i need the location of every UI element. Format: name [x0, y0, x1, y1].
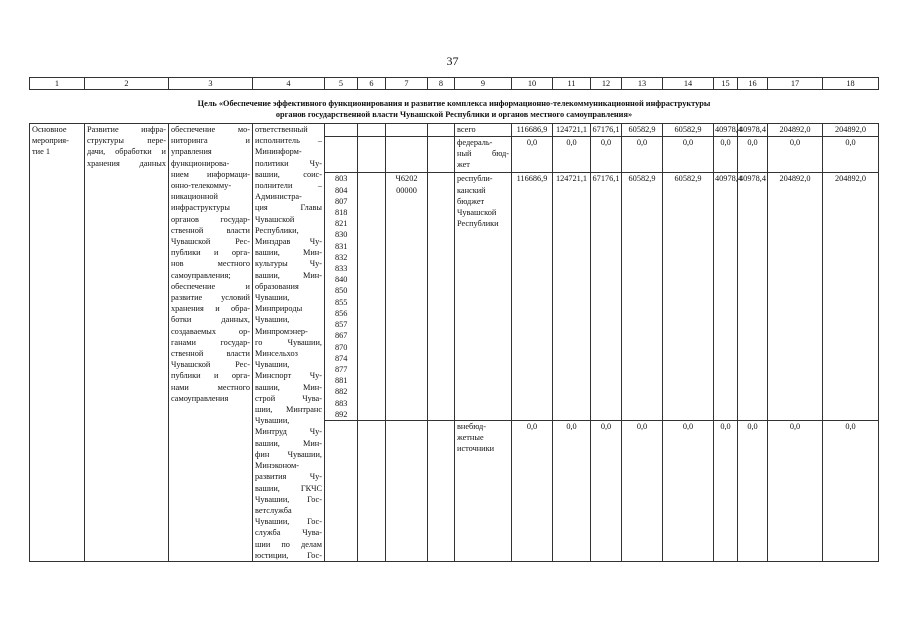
value-cell: 40978,4	[714, 124, 738, 137]
text-line: развитие условий	[171, 293, 250, 303]
budget-code: 807	[335, 196, 348, 206]
text-line: органов государ-	[171, 214, 250, 224]
text-line: функционирова-	[171, 158, 230, 168]
budget-code: 883	[335, 398, 348, 408]
col-header: 3	[169, 78, 253, 90]
activity-type-cell	[30, 124, 85, 562]
text-line: го Чувашии,	[255, 337, 322, 347]
text-line: шии, Минтранс	[255, 405, 322, 415]
col-header: 16	[738, 78, 768, 90]
budget-code: 870	[335, 342, 348, 352]
funding-source	[455, 173, 512, 420]
value-cell: 124721,1	[553, 173, 591, 420]
funding-source-line: ный бюд-	[457, 149, 509, 159]
text-line: Чувашии,	[255, 315, 290, 325]
text-line: ниторинга и	[171, 136, 250, 146]
value-cell: 0,0	[591, 420, 622, 561]
text-line: Мининформ-	[255, 147, 302, 157]
value-cell: 0,0	[622, 420, 663, 561]
text-line: никационной	[171, 192, 218, 202]
col-header: 6	[358, 78, 386, 90]
text-line: ветслужба	[255, 505, 292, 515]
value-cell: 0,0	[738, 136, 768, 173]
value-cell: 0,0	[823, 420, 879, 561]
budget-code: 877	[335, 364, 348, 374]
value-cell: 0,0	[512, 136, 553, 173]
activity-description	[171, 124, 250, 404]
value-cell: 67176,1	[591, 124, 622, 137]
text-line: ция Главы	[255, 203, 322, 213]
budget-code: 818	[335, 208, 348, 218]
value-cell: 116686,9	[512, 124, 553, 137]
text-line: самоуправления;	[171, 270, 231, 280]
text-line: фин Чувашии,	[255, 449, 322, 459]
col-header: 11	[553, 78, 591, 90]
col-header: 7	[386, 78, 428, 90]
budget-code: 857	[335, 320, 348, 330]
value-cell: 0,0	[714, 136, 738, 173]
funding-source	[455, 420, 512, 561]
budget-code: 804	[335, 185, 348, 195]
text-line: Чувашии,	[255, 416, 290, 426]
funding-source-line: жет	[457, 160, 470, 170]
text-line: юстиции, Гос-	[255, 550, 322, 560]
text-line: создаваемых ор-	[171, 326, 250, 336]
page-number: 37	[446, 54, 459, 68]
value-cell: 0,0	[663, 136, 714, 173]
goal-title: Цель «Обеспечение эффективного функционирования и развитие комплекса информационно-телекоммуникационной инфраструктуры органов государственной власти Чувашской Республики и органов местного самоуправления»	[30, 90, 879, 124]
col-header: 10	[512, 78, 553, 90]
text-line: ответственный	[255, 125, 308, 134]
funding-source-line: источники	[457, 444, 495, 454]
budget-codes	[325, 173, 358, 420]
text-line: строй Чува-	[255, 393, 322, 403]
text-line: публики и орга-	[171, 371, 250, 381]
funding-source-line: Чувашской	[457, 208, 497, 218]
text-line: инфраструктуры	[171, 203, 230, 213]
value-cell: 116686,9	[512, 173, 553, 420]
text-line: Чувашской Рес-	[171, 237, 250, 247]
executors	[255, 124, 322, 561]
text-line: Чувашской	[255, 214, 295, 224]
text-line: мероприя-	[32, 136, 69, 146]
text-line: самоуправления	[171, 393, 229, 403]
value-cell: 0,0	[738, 420, 768, 561]
budget-code: 803	[335, 174, 348, 184]
text-line: Минтруд Чу-	[255, 427, 322, 437]
text-line: Минспорт Чу-	[255, 371, 322, 381]
value-cell: 0,0	[591, 136, 622, 173]
budget-code: 874	[335, 353, 348, 363]
value-cell: 40978,4	[738, 173, 768, 420]
activity-name-cell	[85, 124, 169, 562]
text-line: вашии, ГКЧС	[255, 483, 322, 493]
value-cell: 0,0	[553, 420, 591, 561]
budget-code: 855	[335, 297, 348, 307]
value-cell: 204892,0	[768, 173, 823, 420]
col-header: 8	[428, 78, 455, 90]
col-header: 17	[768, 78, 823, 90]
value-cell: 204892,0	[823, 124, 879, 137]
text-line: Администра-	[255, 192, 302, 202]
value-cell: 40978,4	[738, 124, 768, 137]
value-cell: 204892,0	[823, 173, 879, 420]
budget-code: 867	[335, 331, 348, 341]
funding-source-line: федераль-	[457, 137, 493, 147]
text-line: Чувашии, Гос-	[255, 494, 322, 504]
funding-source-line: жетные	[457, 433, 484, 443]
text-line: управления	[171, 147, 212, 157]
col-header: 2	[85, 78, 169, 90]
funding-source	[455, 136, 512, 173]
text-line: Чувашии,	[255, 360, 290, 370]
text-line: хранения данных	[87, 158, 166, 168]
funding-source-line: канский	[457, 185, 486, 195]
value-cell: 0,0	[768, 136, 823, 173]
funding-source-line: Республики	[457, 219, 499, 229]
text-line: ственной власти	[171, 349, 250, 359]
funding-source-line: всего	[457, 125, 476, 134]
budget-code: 840	[335, 275, 348, 285]
text-line: нами местного	[171, 382, 250, 392]
text-line: исполнитель –	[255, 136, 322, 146]
value-cell: 60582,9	[663, 124, 714, 137]
col-header: 5	[325, 78, 358, 90]
text-line: нием информаци-	[171, 169, 250, 179]
text-line: вашии, Мин-	[255, 382, 322, 392]
value-cell: 124721,1	[553, 124, 591, 137]
col-header: 9	[455, 78, 512, 90]
target-code: Ч6202 00000	[386, 173, 428, 420]
budget-code: 850	[335, 286, 348, 296]
activity-name	[87, 124, 166, 169]
text-line: Чувашской Рес-	[171, 360, 250, 370]
col-header: 18	[823, 78, 879, 90]
value-cell: 40978,4	[714, 173, 738, 420]
value-cell: 0,0	[663, 420, 714, 561]
text-line: шии по делам	[255, 539, 322, 549]
funding-source-line: бюджет	[457, 196, 485, 206]
text-line: политики Чу-	[255, 158, 322, 168]
budget-code: 856	[335, 308, 348, 318]
text-line: вашии, Мин-	[255, 438, 322, 448]
col-header: 15	[714, 78, 738, 90]
text-line: Минпромэнер-	[255, 326, 308, 336]
text-line: Основное	[32, 125, 67, 134]
activity-description-cell	[169, 124, 253, 562]
text-line: Минсельхоз	[255, 349, 298, 359]
text-line: вашии, соис-	[255, 169, 322, 179]
budget-code: 833	[335, 264, 348, 274]
col-header: 13	[622, 78, 663, 90]
col-header: 1	[30, 78, 85, 90]
text-line: ственной власти	[171, 225, 250, 235]
goal-row	[30, 90, 879, 124]
table-row	[30, 124, 879, 137]
text-line: хранения и обра-	[171, 304, 250, 314]
value-cell: 0,0	[768, 420, 823, 561]
column-number-row	[30, 78, 879, 90]
budget-code: 892	[335, 409, 348, 419]
funding-source-line: внебюд-	[457, 421, 487, 431]
value-cell: 67176,1	[591, 173, 622, 420]
value-cell: 60582,9	[663, 173, 714, 420]
text-line: полнители –	[255, 181, 322, 191]
budget-code: 882	[335, 387, 348, 397]
text-line: структуры пере-	[87, 136, 166, 146]
funding-source	[455, 124, 512, 137]
text-line: обеспечение мо-	[171, 125, 250, 134]
value-cell: 0,0	[622, 136, 663, 173]
value-cell: 0,0	[512, 420, 553, 561]
program-table	[29, 77, 879, 562]
text-line: служба Чува-	[255, 528, 322, 538]
value-cell: 0,0	[823, 136, 879, 173]
col-header: 14	[663, 78, 714, 90]
value-cell: 204892,0	[768, 124, 823, 137]
text-line: вашии, Мин-	[255, 270, 322, 280]
text-line: Минприроды	[255, 304, 303, 314]
text-line: тие 1	[32, 147, 50, 157]
text-line: публики и орга-	[171, 248, 250, 258]
text-line: Развитие инфра-	[87, 125, 166, 134]
activity-type	[32, 124, 82, 158]
value-cell: 0,0	[714, 420, 738, 561]
col-header: 12	[591, 78, 622, 90]
col-header: 4	[253, 78, 325, 90]
text-line: ганами государ-	[171, 337, 250, 347]
value-cell: 60582,9	[622, 124, 663, 137]
text-line: образования	[255, 281, 299, 291]
text-line: Минэконом-	[255, 461, 300, 471]
text-line: вашии, Мин-	[255, 248, 322, 258]
funding-source-line: республи-	[457, 174, 493, 184]
text-line: Чувашии, Гос-	[255, 517, 322, 527]
text-line: Минздрав Чу-	[255, 237, 322, 247]
budget-code: 830	[335, 230, 348, 240]
budget-code: 821	[335, 219, 348, 229]
text-line: культуры Чу-	[255, 259, 322, 269]
text-line: Чувашии,	[255, 293, 290, 303]
budget-code: 832	[335, 252, 348, 262]
budget-code: 881	[335, 376, 348, 386]
text-line: Республики,	[255, 225, 299, 235]
text-line: обеспечение и	[171, 281, 250, 291]
text-line: онно-телекомму-	[171, 181, 232, 191]
executors-cell	[253, 124, 325, 562]
budget-code: 831	[335, 241, 348, 251]
value-cell: 60582,9	[622, 173, 663, 420]
value-cell: 0,0	[553, 136, 591, 173]
text-line: дачи, обработки и	[87, 147, 166, 157]
text-line: ботки данных,	[171, 315, 250, 325]
text-line: развития Чу-	[255, 472, 322, 482]
text-line: нов местного	[171, 259, 250, 269]
